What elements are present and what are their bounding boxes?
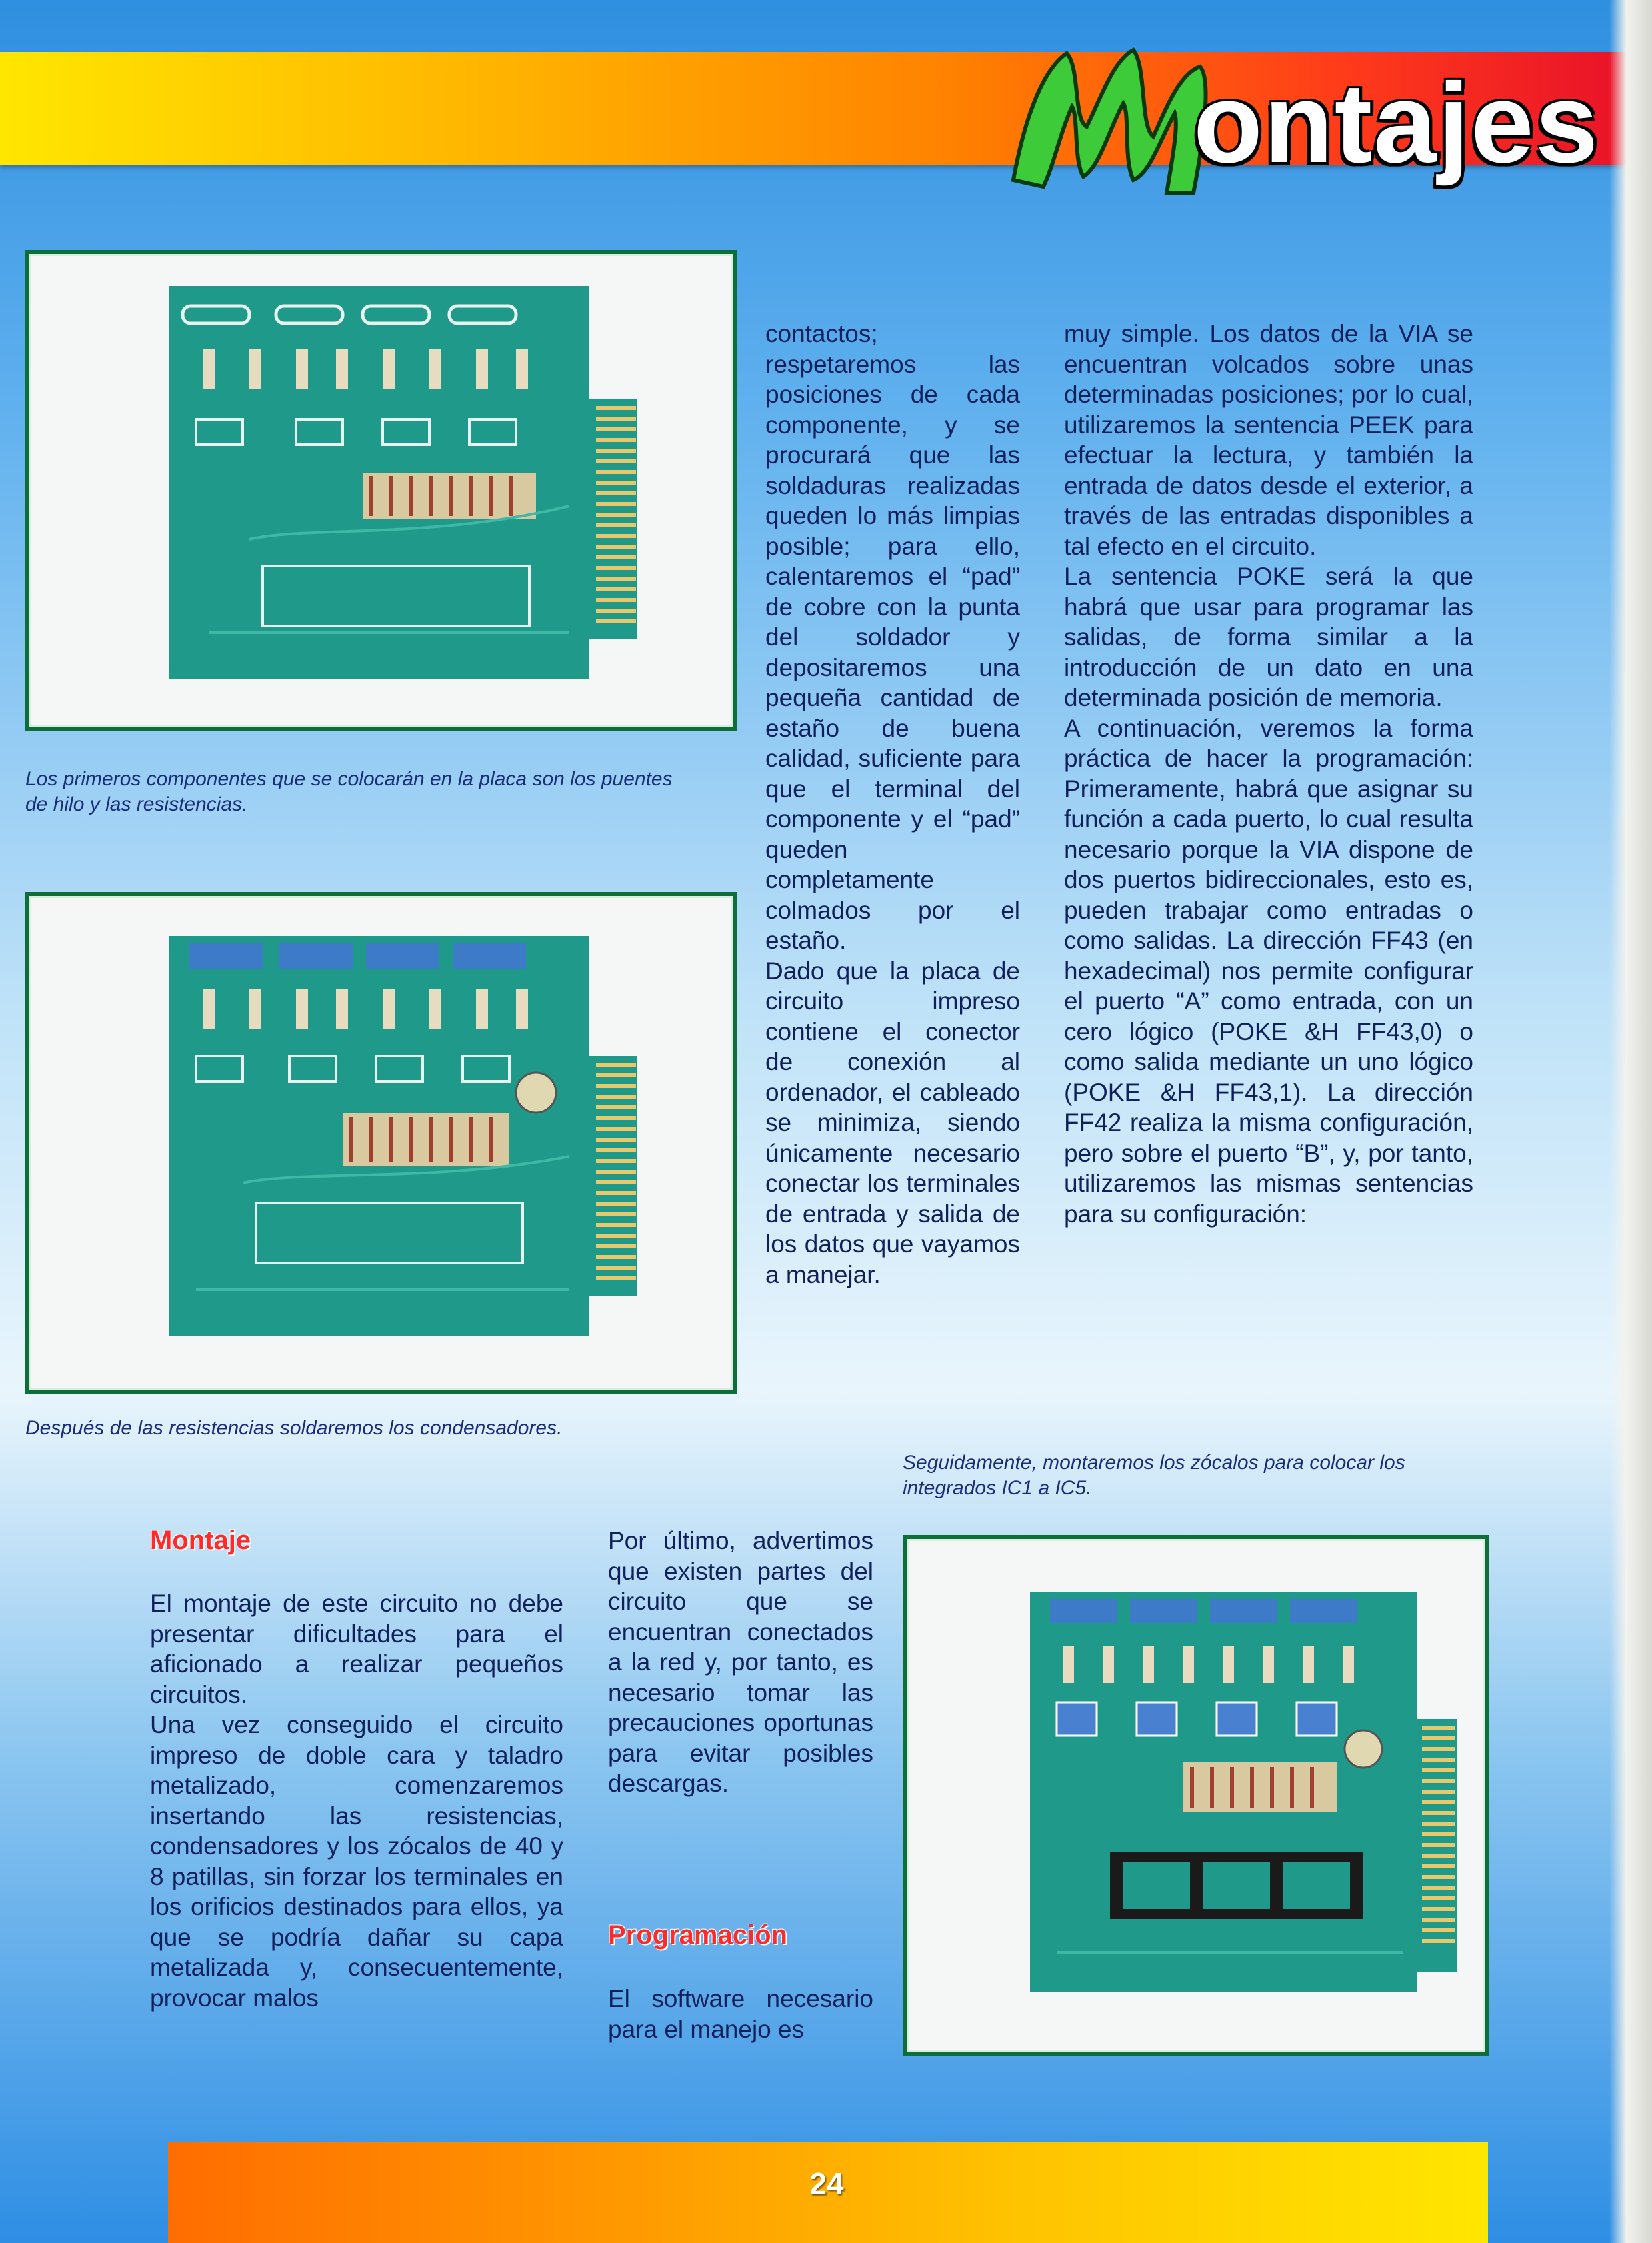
page-fold-shadow — [1609, 0, 1652, 2243]
pcb-board-illustration — [1030, 1592, 1457, 1992]
text-column-middle-upper — [765, 319, 1020, 1290]
paragraph: contactos; respetaremos las posiciones de cada componente, y se procurará que las soldaduras realizadas queden lo más limpias posible; para ello, calentaremos el “pad” de cobre con la punta del soldador y depositaremos una pequeña cantidad de estaño de buena calidad, suficiente para que el terminal del componente y el “pad” queden completamente colmados por el estaño. — [765, 320, 1020, 954]
section-title: ontajes — [1193, 60, 1600, 187]
pcb-photo-2 — [25, 892, 737, 1394]
section-heading-montaje: Montaje — [150, 1526, 251, 1555]
photo-1-caption: Los primeros componentes que se colocarán en la placa son los puentes de hilo y las resistencias. — [25, 768, 673, 815]
text-column-right-upper — [1064, 319, 1473, 1229]
paragraph: Por último, advertimos que existen partes del circuito que se encuentran conectados a la red y, por tanto, es necesario tomar las precauciones oportunas para evitar posibles descargas. — [608, 1527, 873, 1797]
pcb-board-illustration — [169, 286, 649, 679]
photo-2-caption: Después de las resistencias soldaremos los condensadores. — [25, 1417, 563, 1439]
paragraph: Una vez conseguido el circuito impreso de doble cara y taladro metalizado, comenzaremos insertando las resistencias, condensadores y los zócalos de 40 y 8 patillas, sin forzar los terminales en los orificios destinados para ellos, ya que se podría dañar su capa metalizada y, consecuentemente, provocar malos — [150, 1711, 563, 2012]
text-column-programacion — [608, 1984, 873, 2044]
pcb-photo-1 — [25, 250, 737, 731]
paragraph: Dado que la placa de circuito impreso contiene el conector de conexión al ordenador, el cableado se minimiza, siendo únicamente necesario conectar los terminales de entrada y salida de los datos que vayamos a manejar. — [765, 957, 1020, 1288]
paragraph: La sentencia POKE será la que habrá que usar para programar las salidas, de forma similar a la introducción de un dato en una determinada posición de memoria. — [1064, 563, 1473, 711]
page-number: 24 — [809, 2166, 844, 2201]
text-column-montaje — [150, 1588, 563, 2013]
paragraph: A continuación, veremos la forma práctica de hacer la programación: Primeramente, habrá que asignar su función a cada puerto, lo cual resulta necesario porque la VIA dispone de dos puertos bidireccionales, esto es, pueden trabajar como entradas o como salidas. La dirección FF43 (en hexadecimal) nos permite configurar el puerto “A” como entrada, con un cero lógico (POKE &H FF43,0) o como salida mediante un uno lógico (POKE &H FF43,1). La dirección FF42 realiza la misma configuración, pero sobre el puerto “B”, y, por tanto, utilizaremos las mismas sentencias para su configuración: — [1064, 714, 1473, 1228]
photo-3-caption: Seguidamente, montaremos los zócalos para colocar los integrados IC1 a IC5. — [903, 1452, 1405, 1499]
logo-m-icon — [1000, 27, 1220, 207]
text-column-middle-lower — [608, 1526, 873, 1799]
pcb-board-illustration — [169, 936, 649, 1336]
pcb-photo-3 — [903, 1535, 1489, 2056]
paragraph: muy simple. Los datos de la VIA se encuentran volcados sobre unas determinadas posiciones; por lo cual, utilizaremos la sentencia PEEK para efectuar la lectura, y también la entrada de datos desde el exterior, a través de las entradas disponibles a tal efecto en el circuito. — [1064, 320, 1473, 560]
paragraph: El software necesario para el manejo es — [608, 1985, 873, 2043]
section-heading-programacion: Programación — [608, 1920, 787, 1950]
paragraph: El montaje de este circuito no debe presentar dificultades para el aficionado a realizar pequeños circuitos. — [150, 1590, 563, 1708]
